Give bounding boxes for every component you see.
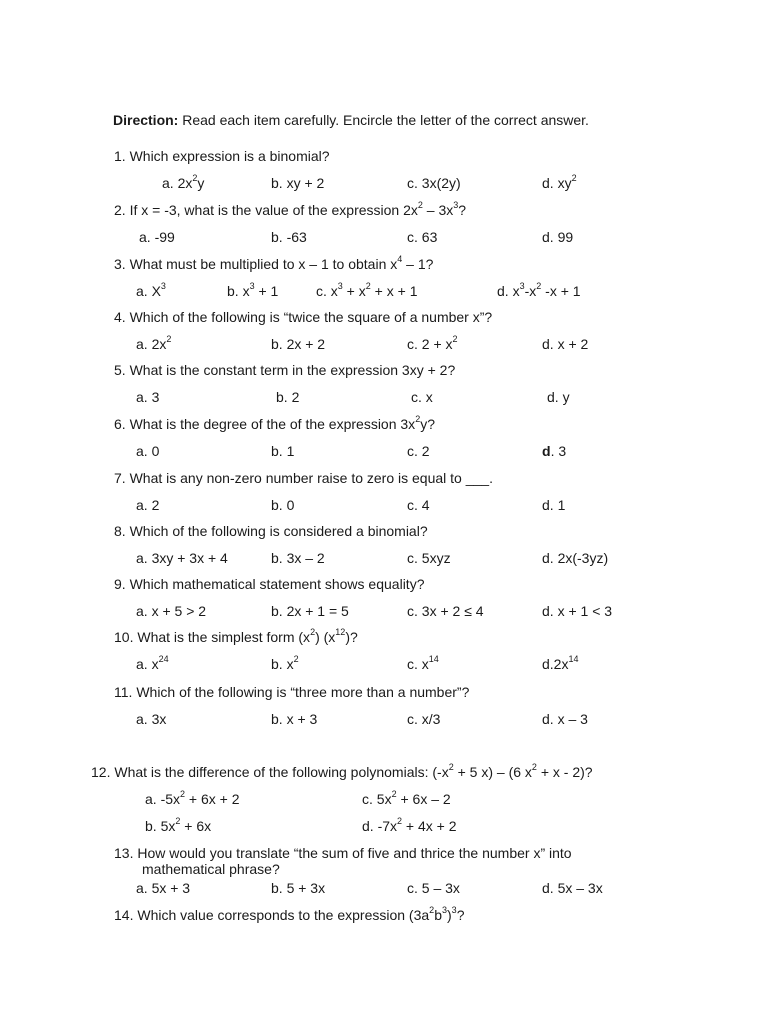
question-3-option-a[interactable]: a. $X^3$ (136, 281, 166, 299)
question-4-option-d[interactable]: d. x + 2 (542, 336, 589, 352)
question-8-option-b[interactable]: b. 3x – 2 (271, 550, 325, 566)
question-9-option-c[interactable]: c. 3x + 2 ≤ 4 (407, 603, 484, 619)
question-11-option-b[interactable]: b. x + 3 (271, 711, 318, 727)
question-10-option-c[interactable]: c. $x^{14}$ (407, 654, 439, 672)
question-1-option-a[interactable]: a. $2x^2y$ (162, 173, 205, 191)
question-5-option-d[interactable]: d. y (547, 389, 570, 405)
question-3-option-d[interactable]: d. $x^3-x^2$ -x + 1 (497, 281, 581, 299)
question-5-option-a[interactable]: a. 3 (136, 389, 160, 405)
question-1-option-b[interactable]: b. xy + 2 (271, 175, 325, 191)
question-7-option-b[interactable]: b. 0 (271, 497, 295, 513)
question-12-stem: 12. What is the difference of the following polynomials: ($-x^2 + 5$ x) – (6 $x^2 + x - 2$)? (91, 762, 593, 780)
question-10-option-b[interactable]: b. $x^2$ (271, 654, 299, 672)
question-2-option-a[interactable]: a. -99 (139, 229, 175, 245)
question-5-stem: 5. What is the constant term in the expression 3xy + 2? (114, 362, 456, 378)
question-13-option-b[interactable]: b. 5 + 3x (271, 880, 326, 896)
question-2-option-d[interactable]: d. 99 (542, 229, 574, 245)
question-14-stem: 14. Which value corresponds to the expression $(3a^2b^3)^3$? (114, 905, 465, 923)
question-6-stem: 6. What is the degree of the of the expression $3x^2y$? (114, 414, 435, 432)
question-11-option-a[interactable]: a. 3x (136, 711, 167, 727)
question-7-option-a[interactable]: a. 2 (136, 497, 160, 513)
question-10-stem: 10. What is the simplest form $(x^2)$ $(x^{12})$? (114, 627, 358, 645)
question-11-stem: 11. Which of the following is “three more than a number”? (114, 684, 470, 700)
question-12-option-d[interactable]: d. $-7x^2 + 4x + 2$ (362, 816, 457, 834)
question-3-stem: 3. What must be multiplied to x – 1 to obtain $x^4 - 1$? (114, 254, 434, 272)
question-7-option-c[interactable]: c. 4 (407, 497, 430, 513)
question-2-stem: 2. If x = -3, what is the value of the expression $2x^2 - 3x^3$? (114, 200, 467, 218)
question-9-option-b[interactable]: b. 2x + 1 = 5 (271, 603, 349, 619)
question-4-option-b[interactable]: b. 2x + 2 (271, 336, 326, 352)
question-4-option-a[interactable]: a. $2x^2$ (136, 334, 172, 352)
question-12-option-c[interactable]: c. $5x^2 + 6x - 2$ (362, 789, 451, 807)
question-3-option-b[interactable]: b. $x^3 + 1$ (227, 281, 279, 299)
question-10-option-d[interactable]: $d.2x^{14}$ (542, 654, 579, 672)
question-7-stem: 7. What is any non-zero number raise to zero is equal to ___. (114, 470, 493, 486)
question-3-option-c[interactable]: c. $x^3 + x^2 + x + 1$ (316, 281, 418, 299)
question-11-option-c[interactable]: c. x/3 (407, 711, 441, 727)
question-4-option-c[interactable]: c. $2 + x^2$ (407, 334, 458, 352)
question-8-option-c[interactable]: c. 5xyz (407, 550, 451, 566)
question-6-option-c[interactable]: c. 2 (407, 443, 430, 459)
question-9-option-d[interactable]: d. x + 1 < 3 (542, 603, 613, 619)
question-5-option-b[interactable]: b. 2 (276, 389, 300, 405)
question-9-stem: 9. Which mathematical statement shows equality? (114, 576, 425, 592)
question-13-option-a[interactable]: a. 5x + 3 (136, 880, 191, 896)
direction-line (113, 112, 589, 128)
question-2-option-c[interactable]: c. 63 (407, 229, 438, 245)
question-6-option-d[interactable]: d. 3 (542, 443, 567, 459)
question-10-option-a[interactable]: a. $x^{24}$ (136, 654, 169, 672)
question-12-option-a[interactable]: a. $-5x^2 + 6x + 2$ (145, 789, 240, 807)
question-7-option-d[interactable]: d. 1 (542, 497, 566, 513)
question-12-option-b[interactable]: b. $5x^2 + 6x$ (145, 816, 212, 834)
question-8-option-a[interactable]: a. 3xy + 3x + 4 (136, 550, 228, 566)
question-4-stem: 4. Which of the following is “twice the square of a number x”? (114, 309, 493, 325)
question-2-option-b[interactable]: b. -63 (271, 229, 307, 245)
question-13-stem: 13. How would you translate “the sum of five and thrice the number x” into (114, 845, 572, 861)
question-5-option-c[interactable]: c. x (411, 389, 433, 405)
direction-label: Direction: (113, 112, 179, 128)
direction-text: Read each item carefully. Encircle the letter of the correct answer. (178, 112, 589, 128)
question-6-option-a[interactable]: a. 0 (136, 443, 160, 459)
question-11-option-d[interactable]: d. x – 3 (542, 711, 588, 727)
question-1-option-d[interactable]: d. $xy^2$ (542, 173, 577, 191)
question-13-option-d[interactable]: d. 5x – 3x (542, 880, 603, 896)
question-8-stem: 8. Which of the following is considered a binomial? (114, 523, 428, 539)
question-9-option-a[interactable]: a. x + 5 > 2 (136, 603, 207, 619)
question-13-option-c[interactable]: c. 5 – 3x (407, 880, 460, 896)
question-8-option-d[interactable]: d. 2x(-3yz) (542, 550, 609, 566)
question-1-option-c[interactable]: c. 3x(2y) (407, 175, 461, 191)
question-1-stem: 1. Which expression is a binomial? (114, 148, 330, 164)
question-13-stem-continued: mathematical phrase? (142, 861, 280, 877)
question-6-option-b[interactable]: b. 1 (271, 443, 295, 459)
